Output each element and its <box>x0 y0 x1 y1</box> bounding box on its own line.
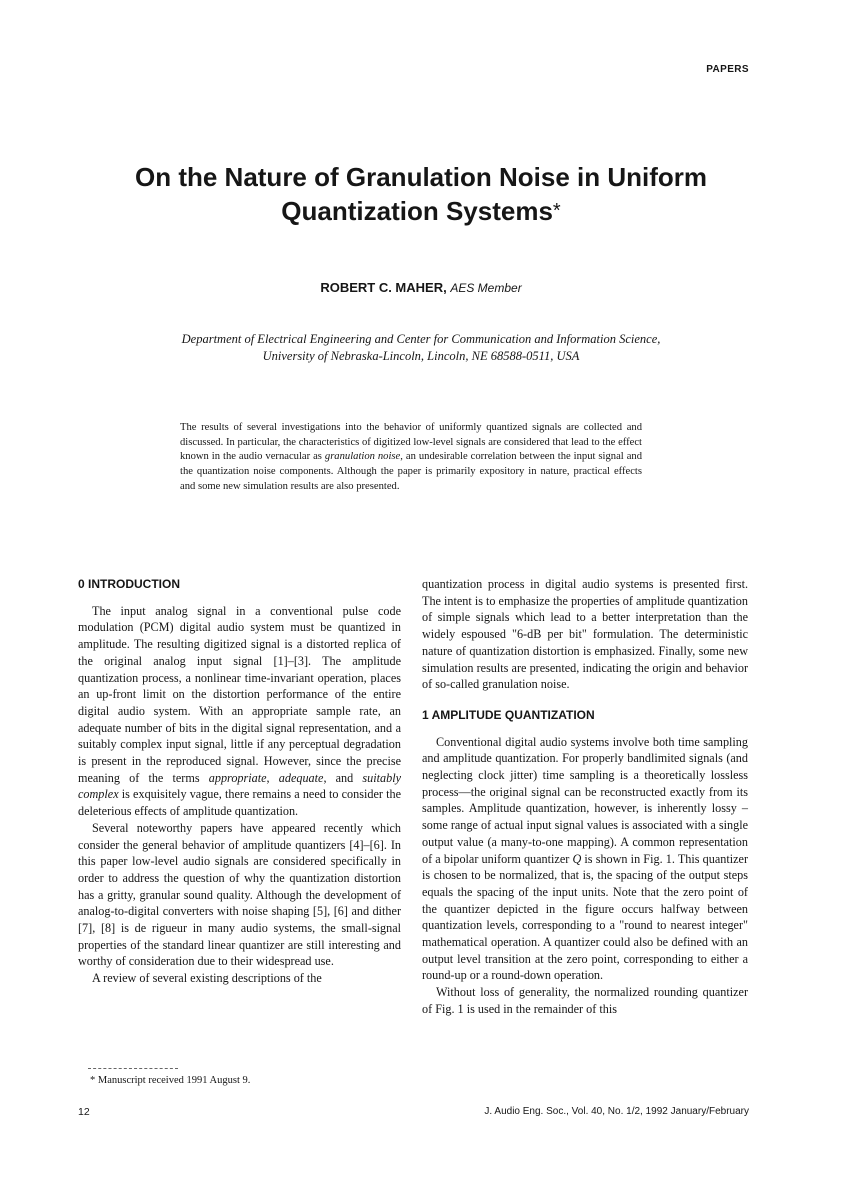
intro-paragraph-2: Several noteworthy papers have appeared recently which consider the general behavior of amplitude quantizers [4]–[6]. In this paper low-level audio signals are considered specifically in order to address the question of why the quantization distortion has a gritty, granular sound quality. Although the development of analog-to-digital converters with noise shaping [5], [6] and dither [7], [8] is de rigueur in many audio systems, the small-signal properties of the standard linear quantizer are still interesting and worthy of consideration due to their widespread use. <box>78 820 401 969</box>
page-number: 12 <box>78 1106 90 1118</box>
title-line-1: On the Nature of Granulation Noise in Uniform <box>134 162 708 192</box>
affiliation-line-2: University of Nebraska-Lincoln, Lincoln, NE 68588-0511, USA <box>262 349 580 363</box>
intro-p1-text-b: , <box>266 770 279 785</box>
footnote-rule <box>88 1068 178 1069</box>
title-line-2 <box>90 194 752 228</box>
intro-paragraph-3: A review of several existing descriptions of the <box>92 971 322 986</box>
section-heading-amplitude-quantization: 1 AMPLITUDE QUANTIZATION <box>422 707 595 722</box>
paper-title <box>90 160 752 228</box>
intro-paragraph-1 <box>78 603 401 820</box>
affiliation <box>110 331 732 365</box>
intro-p1-text-d: is exquisitely vague, there remains a need to consider the deleterious effects of amplitude quantization. <box>78 787 401 819</box>
title-footnote-mark: * <box>552 200 561 222</box>
section-heading-introduction: 0 INTRODUCTION <box>78 577 180 591</box>
aq-paragraph-2: Without loss of generality, the normalized rounding quantizer of Fig. 1 is used in the remainder of this <box>422 985 748 1016</box>
aq-p1-symbol-q: Q <box>572 851 582 866</box>
abstract-text-1: The results of several investigations into the behavior of uniformly quantized signals are collected and discussed. In particular, the characteristics of digitized low-level signals are considered that lead to the effect known in the audio vernacular as <box>180 422 642 463</box>
aq-paragraph-1 <box>422 734 748 985</box>
intro-p1-emph-1: appropriate <box>208 770 267 785</box>
intro-p1-emph-3: suitably complex <box>78 770 402 802</box>
intro-paragraph-continued: quantization process in digital audio systems is presented first. The intent is to emphasize the properties of amplitude quantization of simple signals which lead to a better interpretation than the widely espoused "6-dB per bit" formulation. The deterministic nature of quantization distortion is emphasized. Finally, some new simulation results are presented, indicating the origin and behavior of so-called granulation noise. <box>422 577 748 692</box>
running-header: PAPERS <box>706 64 749 75</box>
right-column <box>422 576 748 1018</box>
author-line <box>90 280 752 295</box>
author-membership: AES Member <box>450 281 522 295</box>
abstract <box>180 421 642 495</box>
intro-p1-text-c: , and <box>323 770 363 785</box>
intro-p1-emph-2: adequate <box>278 770 324 785</box>
aq-p1-text-b: is shown in Fig. 1. This quantizer is chosen to be normalized, that is, the spacing of the output steps equals the spacing of the input units. Note that the zero point of the quantizer depicted in the figure occurs halfway between quantization levels, corresponding to a "round to nearest integer" mathematical operation. A quantizer could also be defined with an output level transition at the zero point, corresponding to either a round-up or a round-down operation. <box>422 851 748 983</box>
abstract-text-2: , an undesirable correlation between the input signal and the quantization noise components. Although the paper is primarily expository in nature, practical effects and some new simulation results are also presented. <box>180 451 642 492</box>
intro-p1-text-a: The input analog signal in a conventional pulse code modulation (PCM) digital audio system must be quantized in amplitude. The resulting digitized signal is a distorted replica of the original analog input signal [1]–[3]. The amplitude quantization process, a nonlinear time-invariant operation, places an up-front limit on the distortion performance of the entire digital audio system. With an appropriate sample rate, an adequate number of bits in the digital signal representation, and a suitably complex input signal, little if any perceptual degradation is present in the reproduced signal. However, since the precise meaning of the terms <box>78 603 401 785</box>
footnote: * Manuscript received 1991 August 9. <box>90 1075 251 1086</box>
abstract-emphasis: granulation noise <box>324 451 401 463</box>
journal-citation: J. Audio Eng. Soc., Vol. 40, No. 1/2, 1992 January/February <box>484 1106 749 1117</box>
left-column <box>78 576 401 987</box>
author-name: ROBERT C. MAHER, <box>320 280 447 295</box>
affiliation-line-1: Department of Electrical Engineering and Center for Communication and Information Science, <box>181 332 661 346</box>
aq-p1-text-a: Conventional digital audio systems involve both time sampling and amplitude quantization. For properly bandlimited signals (and neglecting clock jitter) time sampling is a theoretically lossless process—the original signal can be reconstructed exactly from its samples. Amplitude quantization, however, is inherently lossy – some range of actual input signal values is associated with a single output value (a many-to-one mapping). A common representation of a bipolar uniform quantizer <box>422 734 748 866</box>
title-line-2-text: Quantization Systems <box>281 196 553 226</box>
